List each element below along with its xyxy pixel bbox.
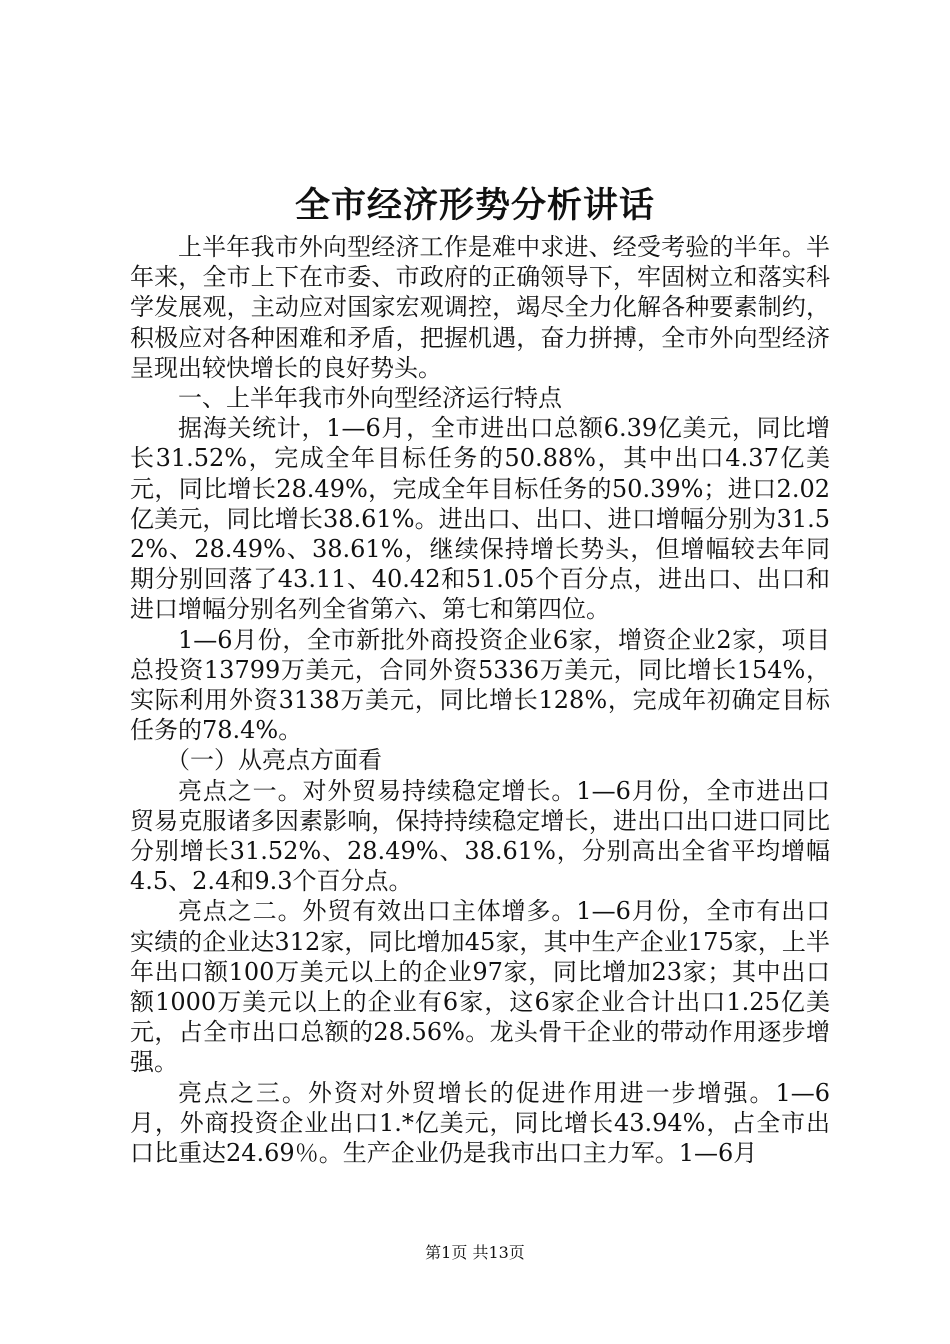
- section-heading: 一、上半年我市外向型经济运行特点: [178, 384, 562, 413]
- document-body: [130, 232, 830, 1168]
- page-number: 第1页 共13页: [425, 1243, 525, 1262]
- intro-paragraph: 上半年我市外向型经济工作是难中求进、经受考验的半年。半年来，全市上下在市委、市政府的正确领导下，牢固树立和落实科学发展观，主动应对国家宏观调控，竭尽全力化解各种要素制约，积极应对各种困难和矛盾，把握机遇，奋力拼搏，全市外向型经济呈现出较快增长的良好势头。: [130, 233, 830, 382]
- customs-stats-paragraph: 据海关统计，1—6月，全市进出口总额6.39亿美元，同比增长31.52%，完成全年目标任务的50.88%，其中出口4.37亿美元，同比增长28.49%，完成全年目标任务的50.39%；进口2.02亿美元，同比增长38.61%。进出口、出口、进口增幅分别为31.52%、28.49%、38.61%，继续保持增长势头，但增幅较去年同期分别回落了43.11、40.42和51.05个百分点，进出口、出口和进口增幅分别名列全省第六、第七和第四位。: [130, 414, 830, 624]
- highlight-two-paragraph: 亮点之二。外贸有效出口主体增多。1—6月份，全市有出口实绩的企业达312家，同比增加45家，其中生产企业175家，上半年出口额100万美元以上的企业97家，同比增加23家；其中出口额1000万美元以上的企业有6家，这6家企业合计出口1.25亿美元，占全市出口总额的28.56%。龙头骨干企业的带动作用逐步增强。: [130, 897, 830, 1077]
- highlight-three-paragraph: 亮点之三。外资对外贸增长的促进作用进一步增强。1—6月，外商投资企业出口1.*亿美元，同比增长43.94%，占全市出口比重达24.69％。生产企业仍是我市出口主力军。1—6月: [130, 1078, 830, 1168]
- subsection-heading: （一）从亮点方面看: [166, 746, 382, 775]
- document-title: 全市经济形势分析讲话: [294, 185, 655, 226]
- highlight-one-paragraph: 亮点之一。对外贸易持续稳定增长。1—6月份，全市进出口贸易克服诸多因素影响，保持持续稳定增长，进出口出口进口同比分别增长31.52%、28.49%、38.61%，分别高出全省平均增幅4.5、2.4和9.3个百分点。: [130, 776, 830, 896]
- foreign-investment-paragraph: 1—6月份，全市新批外商投资企业6家，增资企业2家，项目总投资13799万美元，合同外资5336万美元，同比增长154%，实际利用外资3138万美元，同比增长128%，完成年初确定目标任务的78.4%。: [130, 625, 830, 745]
